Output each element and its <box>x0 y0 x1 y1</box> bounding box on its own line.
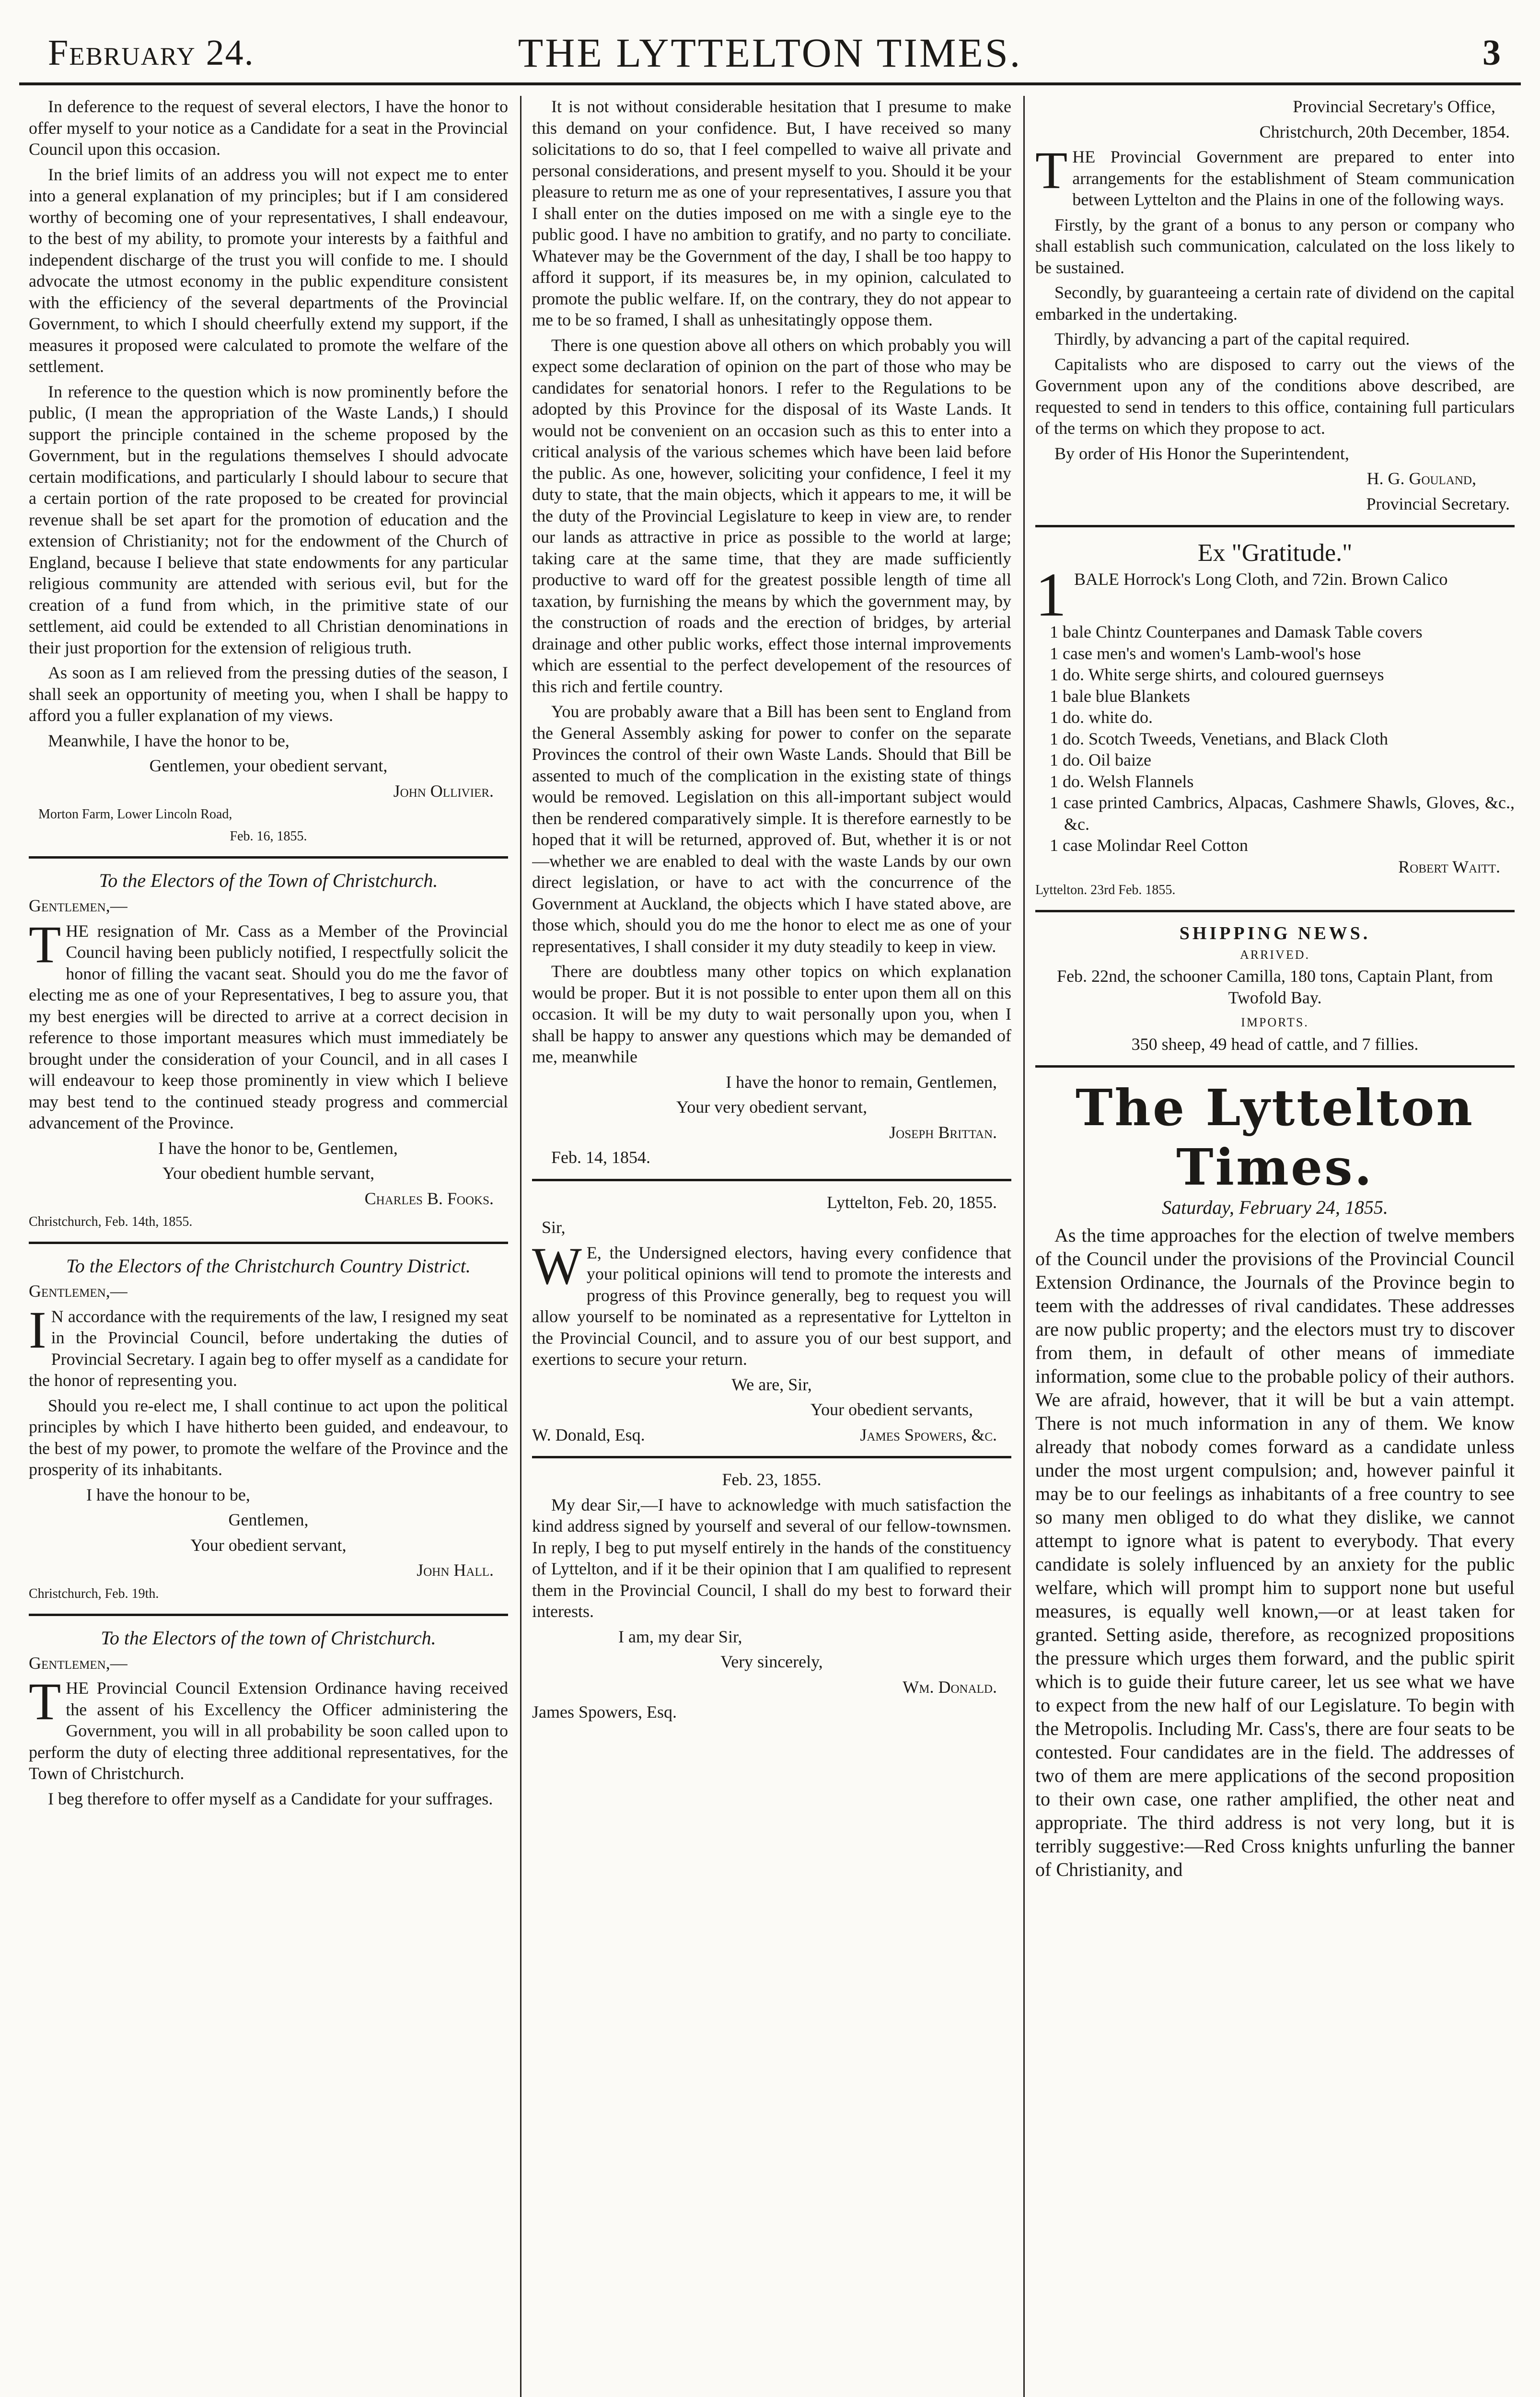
paragraph: My dear Sir,—I have to acknowledge with much satisfaction the kind address signed by yourself and several of our fellow-townsmen. In reply, I beg to put myself entirely in the hands of the constituency of Lyttelton, and if it be their opinion that I am qualified to represent them in the Provincial Council, I shall do my best to forward their interests. <box>532 1495 1011 1621</box>
dropcap: I <box>29 1300 46 1359</box>
paragraph: Secondly, by guaranteeing a certain rate of dividend on the capital embarked in the undertaking. <box>1035 283 1515 324</box>
divider <box>29 1614 508 1616</box>
column-rule <box>1023 96 1025 2397</box>
dropcap: T <box>29 1672 61 1731</box>
paragraph: In the brief limits of an address you will not expect me to enter into a general explanation of my principles; but if I am considered worthy of becoming one of your representatives, I shall endeavour, to the best of my ability, to promote your interests by a faithful and independent discharge of the trust you will confide to me. I should advocate the utmost economy in the public expenditure consistent with the efficiency of the several departments of the Provincial Government, to which I should cheerfully extend my support, if the measures it proposed were calculated to promote the welfare of the settlement. <box>29 164 508 376</box>
divider <box>532 1456 1011 1458</box>
paragraph: It is not without considerable hesitation that I presume to make this demand on your confidence. But, I have received so many solicitations to do so, that I feel compelled to waive all private and personal considerations, and present myself to you. Should it be your pleasure to return me as one of your representatives, I assure you that I shall enter on the duties imposed on me with a single eye to the public good. I have no ambition to gratify, and no party to conciliate. Whatever may be the Government of the day, I shall be too happy to afford it support, if its measures be, in my opinion, calculated to promote the public welfare. If, on the contrary, they do not appear to me to be so framed, I shall as unhesitatingly oppose them. <box>532 97 1011 329</box>
masthead-date: February 24. <box>48 33 255 73</box>
signature: Charles B. Fooks. <box>364 1188 494 1208</box>
paragraph: Thirdly, by advancing a part of the capital required. <box>1054 329 1410 349</box>
closing: Your obedient servants, <box>810 1400 973 1419</box>
masthead-title: THE LYTTELTON TIMES. <box>518 30 1022 76</box>
paragraph: In deference to the request of several electors, I have the honor to offer myself to your notice as a Candidate for a seat in the Provincial Council upon this occasion. <box>29 97 508 159</box>
gratitude-advert <box>1035 538 1515 899</box>
column-1 <box>29 96 508 2397</box>
closing: I am, my dear Sir, <box>618 1627 742 1646</box>
town-address <box>29 1627 508 1810</box>
dropcap: W <box>532 1236 582 1295</box>
paragraph: Meanwhile, I have the honor to be, <box>48 731 289 750</box>
list-item: 1 do. Welsh Flannels <box>1050 771 1194 791</box>
divider <box>532 1179 1011 1181</box>
paragraph: Capitalists who are disposed to carry out the views of the Government upon any of the conditions above described, are requested to send in tenders to this office, containing full particulars of the terms on which they propose to act. <box>1035 354 1515 438</box>
column-3 <box>1035 96 1515 2397</box>
paragraph: Should you re-elect me, I shall continue to act upon the political principles by which I have hitherto been guided, and endeavour, to the best of my power, to promote the welfare of the Province and the prosperity of its inhabitants. <box>29 1396 508 1479</box>
closing: Your very obedient servant, <box>676 1097 868 1117</box>
dropcap: T <box>1035 141 1068 199</box>
signature: Robert Waitt. <box>1398 857 1500 876</box>
paragraph: I have the honor to be, Gentlemen, <box>158 1138 398 1158</box>
signature: John Ollivier. <box>393 781 494 801</box>
subheading: ARRIVED. <box>1239 947 1310 962</box>
list-item: 1 bale blue Blankets <box>1050 686 1190 706</box>
paragraph: 350 sheep, 49 head of cattle, and 7 fillies. <box>1131 1034 1419 1054</box>
nameplate: The Lyttelton Times. <box>1076 1078 1474 1197</box>
paragraph: N accordance with the requirements of the law, I resigned my seat in the Provincial Council, before undertaking the duties of Provincial Secretary. I again beg to offer myself as a candidate for the honor of representing you. <box>29 1306 508 1390</box>
date: Lyttelton. 23rd Feb. 1855. <box>1035 883 1176 897</box>
dropcap: T <box>29 915 61 974</box>
list-item: 1 bale Chintz Counterpanes and Damask Table covers <box>1050 622 1423 641</box>
paragraph: By order of His Honor the Superintendent, <box>1054 443 1349 463</box>
salutation: Gentlemen,— <box>29 1281 127 1301</box>
masthead-rule <box>19 82 1521 85</box>
column-2 <box>532 96 1011 2397</box>
list-item: 1 case printed Cambrics, Alpacas, Cashmere Shawls, Gloves, &c., &c. <box>1050 793 1515 834</box>
list-item: 1 do. Oil baize <box>1050 750 1151 769</box>
shipping-news <box>1035 923 1515 1055</box>
closing: Gentlemen, <box>228 1510 309 1529</box>
date: Feb. 16, 1855. <box>230 829 307 844</box>
list-item: 1 do. White serge shirts, and coloured guernseys <box>1050 665 1384 684</box>
salutation: Gentlemen,— <box>29 896 127 915</box>
ollivier-address <box>29 96 508 846</box>
paragraph: E, the Undersigned electors, having every confidence that your political opinions will tend to promote the interests and progress of this Province generally, beg to request you will allow yourself to be nominated as a representative for Lyttelton in the Provincial Council, and to assure you of our best support, and exertions to secure your return. <box>532 1243 1011 1369</box>
signature: James Spowers, &c. <box>860 1425 997 1444</box>
paragraph: As the time approaches for the election of twelve members of the Council under the provisions of the Provincial Council Extension Ordinance, the Journals of the Province begin to teem with the addresses of rival candidates. These addresses are now public property; and the electors must try to discover from them, in default of other means of immediate information, some clue to the probable policy of their authors. We are afraid, however, that it will be but a vain attempt. There is not much information in any of them. We know already that nobody comes forward as a candidate unless under the most urgent compulsion; and, however painful it may be to our feelings as inhabitants of a free country to see so many men obliged to do what they dislike, we cannot attempt to ignore what is patent to everybody. That every candidate is solely influenced by an anxiety for the public welfare, which will prompt him to support none but useful measures, is equally well known,—or at least taken for granted. Setting aside, therefore, as recognized propositions the pressure which urges them forward, and the public spirit which is to guide their future career, let us see what we have to expect from the new half of our Legislature. To begin with the Metropolis. Including Mr. Cass's, there are four seats to be contested. Four candidates are in the field. The addresses of two of them are mere applications of the second proposition to their own case, one rather amplified, the other neat and appropriate. The third address is not very long, but it is terribly suggestive:—Red Cross knights unfurling the banner of Christianity, and <box>1035 1224 1515 1880</box>
dateline: Lyttelton, Feb. 20, 1855. <box>827 1192 997 1212</box>
divider <box>29 856 508 859</box>
closing: I have the honour to be, <box>86 1485 250 1504</box>
address: Morton Farm, Lower Lincoln Road, <box>38 807 232 822</box>
heading: Ex "Gratitude." <box>1197 539 1353 567</box>
hall-address <box>29 1255 508 1603</box>
brittan-address <box>532 96 1011 1168</box>
divider <box>1035 910 1515 912</box>
addressee: W. Donald, Esq. <box>532 1425 645 1444</box>
date: Christchurch, Feb. 19th. <box>29 1586 159 1601</box>
signature: H. G. Gouland, <box>1366 469 1476 488</box>
list-item: 1 do. white do. <box>1050 708 1153 727</box>
subheading: IMPORTS. <box>1241 1015 1309 1029</box>
closing: Gentlemen, your obedient servant, <box>149 756 388 775</box>
date: Christchurch, Feb. 14th, 1855. <box>29 1214 193 1229</box>
dateline: Saturday, February 24, 1855. <box>1162 1197 1388 1218</box>
list-item: 1 case Molindar Reel Cotton <box>1050 836 1248 855</box>
closing: Your obedient servant, <box>190 1535 347 1555</box>
paragraph: You are probably aware that a Bill has been sent to England from the General Assembly asking for power to confer on the separate Provinces the control of their own Waste Lands. Should that Bill be assented to much of the complication in the existing state of things would be removed. Legislation on this all-important subject would then be rendered comparatively simple. It is therefore earnestly to be hoped that it will be returned, approved of. But, whether it is or not—whether we are enabled to deal with the waste Lands by our own direct legislation, or have to act with the concurrence of the Government at Auckland, the objects which I have stated above, are those which, should you do me the honor to elect me as one of your representatives, I shall consider it my duty steadily to keep in view. <box>532 702 1011 956</box>
divider <box>29 1242 508 1244</box>
list-item: 1 case men's and women's Lamb-wool's hose <box>1050 643 1361 663</box>
electors-requisition <box>532 1192 1011 1446</box>
heading: To the Electors of the Christchurch Country District. <box>66 1255 471 1277</box>
heading: SHIPPING NEWS. <box>1179 923 1371 943</box>
paragraph: HE Provincial Government are prepared to enter into arrangements for the establishment of Steam communication between Lyttelton and the Plains in one of the following ways. <box>1072 147 1515 209</box>
signature-title: Provincial Secretary. <box>1366 494 1510 513</box>
salutation: Sir, <box>542 1218 566 1237</box>
steam-notice <box>1035 96 1515 514</box>
page-number: 3 <box>1482 33 1502 73</box>
divider <box>1035 525 1515 527</box>
closing: Your obedient humble servant, <box>162 1164 375 1183</box>
closing: We are, Sir, <box>731 1374 812 1394</box>
heading: To the Electors of the Town of Christchurch. <box>99 870 438 891</box>
paragraph: Firstly, by the grant of a bonus to any person or company who shall establish such communication, calculated on the loss likely to be sustained. <box>1035 215 1515 277</box>
fooks-address <box>29 869 508 1231</box>
closing: Very sincerely, <box>720 1652 823 1671</box>
paragraph: As soon as I am relieved from the pressing duties of the season, I shall seek an opportunity of meeting you, when I shall be happy to afford you a fuller explanation of my views. <box>29 663 508 725</box>
donald-reply <box>532 1469 1011 1723</box>
list-item: BALE Horrock's Long Cloth, and 72in. Brown Calico <box>1074 570 1448 589</box>
closing: I have the honor to remain, Gentlemen, <box>726 1072 997 1092</box>
date: Feb. 14, 1854. <box>551 1148 650 1167</box>
paragraph: There is one question above all others on which probably you will expect some declaration of opinion on the part of those who may be candidates for senatorial honors. I refer to the Regulations to be adopted by this Province for the disposal of its Waste Lands. It would not be convenient on an occasion such as this to enter into a critical analysis of the various schemes which have been laid before the public. As one, however, soliciting your confidence, I feel it my duty to state, that the main objects, which it appears to me, it will be the duty of the Provincial Legislature to keep in view are, to render our lands as attractive in price as possible to the world at large; taking care at the same time, that they are made sufficiently productive to ward off for the greatest possible length of time all taxation, by furnishing the means by which the government may, by the construction of roads and the erection of bridges, by arterial drainage and other public works, effect those internal improvements which are essential to the perfect developement of the resources of this rich and fertile country. <box>532 335 1011 696</box>
date: Christchurch, 20th December, 1854. <box>1259 122 1510 141</box>
heading: To the Electors of the town of Christchurch. <box>101 1627 436 1649</box>
paragraph: In reference to the question which is now prominently before the public, (I mean the appropriation of the Waste Lands,) I should support the principle contained in the scheme proposed by the Government, but in the regulations themselves I should advocate certain modifications, and particularly I should labour to secure that a certain portion of the rate proposed to be created for provincial revenue shall be set apart for the promotion of education and the extension of Christianity; not for the endowment of the Church of England, because I believe that state endowments for any particular religious community are attended with serious evil, but for the creation of a fund from which, in the primitive state of our settlement, aid could be extended to all Christian denominations in their just proportion for the extension of religious truth. <box>29 382 508 657</box>
list-item: 1 do. Scotch Tweeds, Venetians, and Black Cloth <box>1050 729 1389 748</box>
editorial <box>1035 1078 1515 1881</box>
addressee: James Spowers, Esq. <box>532 1702 677 1722</box>
signature: Joseph Brittan. <box>889 1122 997 1142</box>
masthead <box>19 29 1521 86</box>
paragraph: HE Provincial Council Extension Ordinance having received the assent of his Excellency the Officer administering the Government, you will in all probability be soon called upon to perform the duty of electing three additional representatives, for the Town of Christchurch. <box>29 1678 508 1783</box>
list-number: 1 <box>1035 560 1066 629</box>
paragraph: Feb. 22nd, the schooner Camilla, 180 tons, Captain Plant, from Twofold Bay. <box>1057 966 1493 1007</box>
paragraph: HE resignation of Mr. Cass as a Member of the Provincial Council having been publicly notified, I respectfully solicit the honor of filling the vacant seat. Should you do me the favor of electing me as one of your Representatives, I beg to assure you, that my best energies will be directed to arrive at a correct decision in reference to those important measures which must immediately be brought under the consideration of your Council, and in all cases I will endeavour to keep those prominently in view which I believe may best tend to the continued steady progress and commercial advancement of the Province. <box>29 921 508 1132</box>
office: Provincial Secretary's Office, <box>1293 97 1495 116</box>
column-rule <box>520 96 521 2397</box>
dateline: Feb. 23, 1855. <box>722 1470 822 1489</box>
signature: Wm. Donald. <box>903 1677 997 1697</box>
salutation: Gentlemen,— <box>29 1653 127 1673</box>
signature: John Hall. <box>417 1560 494 1580</box>
paragraph: There are doubtless many other topics on which explanation would be proper. But it is not possible to enter upon them all on this occasion. It will be my duty to wait personally upon you, when I shall be happy to answer any questions which may be demanded of me, meanwhile <box>532 962 1011 1066</box>
paragraph: I beg therefore to offer myself as a Candidate for your suffrages. <box>48 1789 493 1808</box>
divider <box>1035 1065 1515 1068</box>
